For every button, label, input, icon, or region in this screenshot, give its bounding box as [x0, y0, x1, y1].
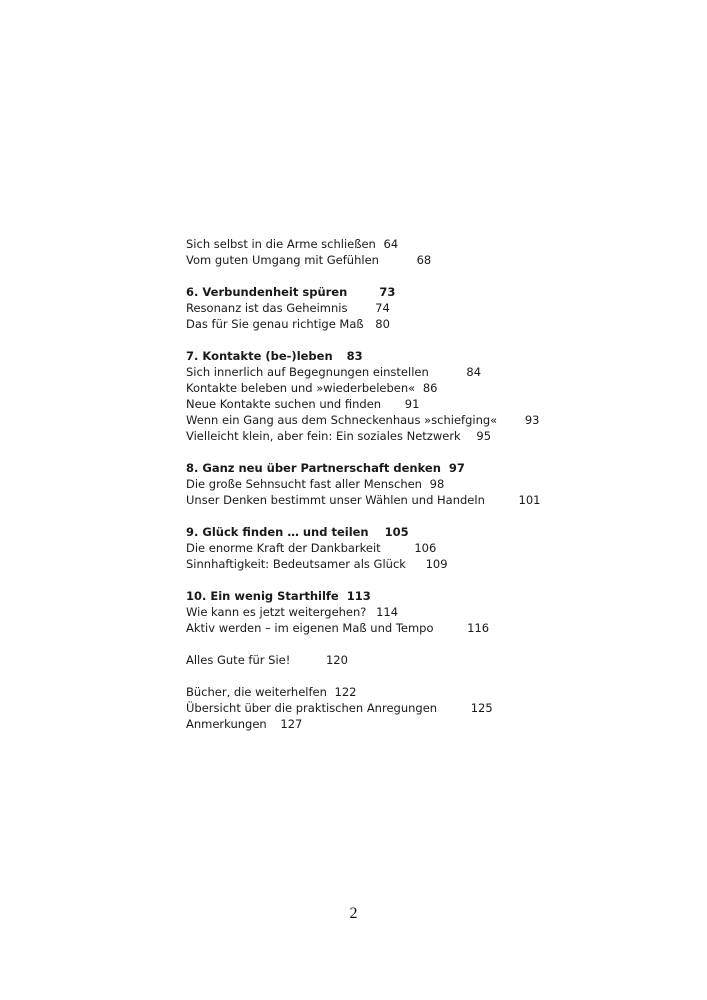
toc-chapter-title: 8. Ganz neu über Partnerschaft denken: [186, 461, 441, 475]
toc-entry: [186, 428, 666, 444]
toc-chapter-page: 113: [346, 589, 371, 603]
toc-entry-page: 109: [425, 557, 448, 571]
toc-chapter-page: 97: [448, 461, 465, 475]
toc-entry: [186, 412, 666, 428]
toc-entry-title: Die enorme Kraft der Dankbarkeit: [186, 541, 381, 555]
toc-section: [186, 460, 666, 508]
toc-entry: [186, 620, 666, 636]
toc-entry-title: Sich innerlich auf Begegnungen einstellen: [186, 365, 429, 379]
toc-section: [186, 348, 666, 444]
toc-entry: [186, 556, 666, 572]
toc-entry: [186, 300, 666, 316]
toc-entry: [186, 652, 666, 668]
toc-chapter-heading: [186, 588, 666, 604]
toc-entry-page: 74: [375, 301, 390, 315]
toc-entry-title: Wenn ein Gang aus dem Schneckenhaus »schiefging«: [186, 413, 498, 427]
toc-entry-page: 116: [467, 621, 490, 635]
toc-entry-title: Aktiv werden – im eigenen Maß und Tempo: [186, 621, 434, 635]
toc-entry-title: Anmerkungen: [186, 717, 267, 731]
toc-entry-title: Kontakte beleben und »wiederbeleben«: [186, 381, 416, 395]
toc-entry-page: 106: [414, 541, 437, 555]
toc-section: [186, 652, 666, 668]
toc-section: [186, 236, 666, 268]
toc-entry-title: Unser Denken bestimmt unser Wählen und Handeln: [186, 493, 485, 507]
toc-entry-page: 122: [334, 685, 357, 699]
toc-entry-title: Wie kann es jetzt weitergehen?: [186, 605, 367, 619]
toc-entry-page: 93: [524, 413, 540, 427]
toc-section: [186, 284, 666, 332]
toc-entry-page: 91: [404, 397, 420, 411]
toc-entry-page: 84: [466, 365, 482, 379]
toc-entry: [186, 364, 666, 380]
toc-section: [186, 524, 666, 572]
toc-chapter-heading: [186, 460, 666, 476]
toc-entry-title: Vielleicht klein, aber fein: Ein soziales Netzwerk: [186, 429, 461, 443]
toc-entry-title: Das für Sie genau richtige Maß: [186, 317, 364, 331]
toc-entry-page: 80: [375, 317, 390, 331]
toc-entry-title: Sinnhaftigkeit: Bedeutsamer als Glück: [186, 557, 406, 571]
toc-entry-page: 127: [280, 717, 303, 731]
toc-chapter-heading: [186, 524, 666, 540]
toc-entry-page: 101: [518, 493, 541, 507]
toc-chapter-page: 73: [379, 285, 396, 299]
toc-entry: [186, 700, 666, 716]
toc-entry: [186, 492, 666, 508]
toc-entry: [186, 540, 666, 556]
toc-entry: [186, 684, 666, 700]
toc-chapter-heading: [186, 284, 666, 300]
toc-chapter-page: 105: [384, 525, 409, 539]
toc-entry: [186, 236, 666, 252]
toc-entry: [186, 380, 666, 396]
table-of-contents: [186, 236, 666, 748]
toc-entry-page: 120: [325, 653, 348, 667]
toc-chapter-title: 7. Kontakte (be-)leben: [186, 349, 333, 363]
toc-entry-title: Übersicht über die praktischen Anregungen: [186, 701, 438, 715]
toc-entry: [186, 604, 666, 620]
toc-chapter-heading: [186, 348, 666, 364]
toc-entry: [186, 476, 666, 492]
toc-entry: [186, 316, 666, 332]
toc-entry-page: 98: [429, 477, 445, 491]
toc-entry-title: Bücher, die weiterhelfen: [186, 685, 327, 699]
toc-entry-title: Die große Sehnsucht fast aller Menschen: [186, 477, 422, 491]
toc-chapter-title: 6. Verbundenheit spüren: [186, 285, 348, 299]
toc-entry-title: Vom guten Umgang mit Gefühlen: [186, 253, 379, 267]
toc-chapter-title: 9. Glück finden … und teilen: [186, 525, 369, 539]
toc-entry: [186, 396, 666, 412]
toc-entry-title: Neue Kontakte suchen und finden: [186, 397, 382, 411]
toc-entry-title: Sich selbst in die Arme schließen: [186, 237, 376, 251]
toc-section: [186, 588, 666, 636]
toc-entry: [186, 252, 666, 268]
toc-entry: [186, 716, 666, 732]
toc-entry-page: 125: [470, 701, 493, 715]
toc-entry-title: Alles Gute für Sie!: [186, 653, 291, 667]
toc-section: [186, 684, 666, 732]
page-number: 2: [349, 905, 358, 922]
toc-entry-title: Resonanz ist das Geheimnis: [186, 301, 348, 315]
toc-chapter-page: 83: [346, 349, 363, 363]
toc-entry-page: 114: [376, 605, 399, 619]
toc-entry-page: 68: [416, 253, 432, 267]
toc-chapter-title: 10. Ein wenig Starthilfe: [186, 589, 339, 603]
toc-entry-page: 64: [383, 237, 399, 251]
toc-entry-page: 95: [476, 429, 492, 443]
toc-entry-page: 86: [422, 381, 438, 395]
